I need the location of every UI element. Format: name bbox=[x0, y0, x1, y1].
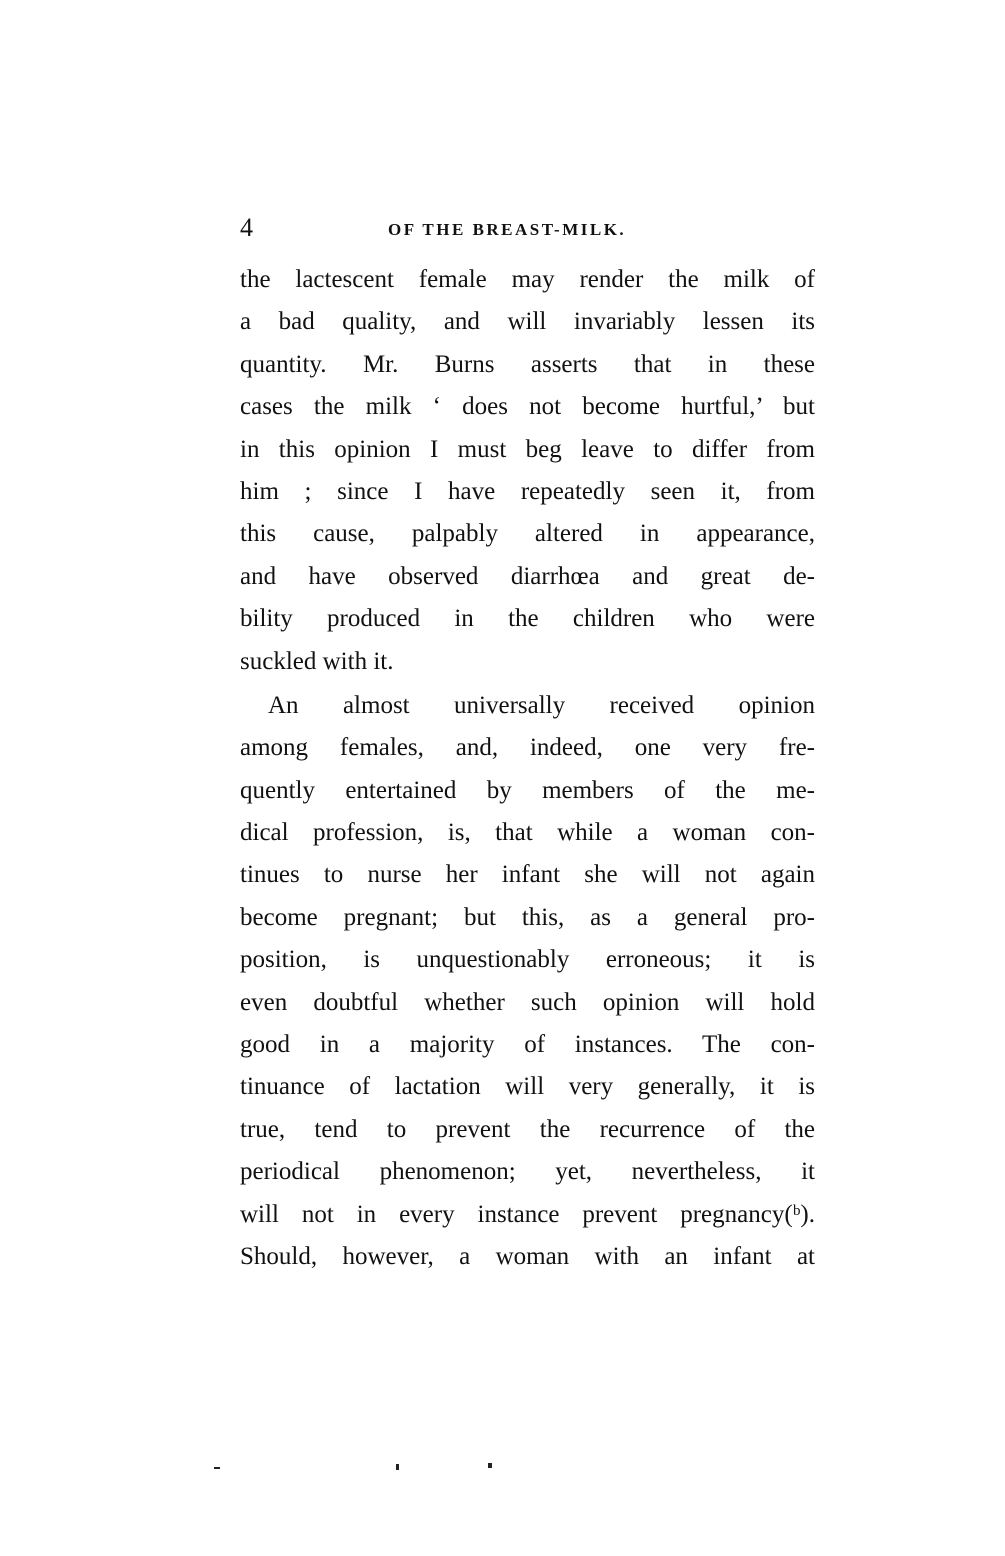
text-line: quently entertained by members of the me- bbox=[240, 776, 815, 804]
text-line: dical profession, is, that while a woman con- bbox=[240, 819, 815, 847]
text-line: An almost universally received opinion bbox=[268, 691, 815, 719]
text-line: Should, however, a woman with an infant at bbox=[240, 1242, 815, 1270]
text-line: tinues to nurse her infant she will not again bbox=[240, 861, 815, 889]
scan-speck bbox=[214, 1467, 220, 1469]
text-line: good in a majority of instances. The con- bbox=[240, 1031, 815, 1059]
scan-speck bbox=[488, 1463, 492, 1468]
body-text bbox=[240, 259, 815, 1278]
text-line: will not in every instance prevent pregnancy(ᵇ). bbox=[240, 1200, 815, 1228]
text-line: him ; since I have repeatedly seen it, from bbox=[240, 477, 815, 505]
scan-specks bbox=[0, 1455, 1005, 1475]
page-number: 4 bbox=[240, 213, 253, 242]
running-head: OF THE BREAST-MILK. bbox=[388, 220, 627, 239]
text-line: become pregnant; but this, as a general pro- bbox=[240, 903, 815, 931]
scan-speck bbox=[396, 1464, 399, 1470]
text-line: cases the milk ‘ does not become hurtful,’ but bbox=[240, 393, 815, 421]
text-line: a bad quality, and will invariably lessen its bbox=[240, 308, 815, 336]
text-line: position, is unquestionably erroneous; it is bbox=[240, 946, 815, 974]
text-line: this cause, palpably altered in appearance, bbox=[240, 520, 815, 548]
text-line: suckled with it. bbox=[240, 647, 394, 675]
text-line: the lactescent female may render the milk of bbox=[240, 266, 815, 293]
text-line: even doubtful whether such opinion will hold bbox=[240, 988, 815, 1016]
text-line: in this opinion I must beg leave to differ from bbox=[240, 435, 815, 463]
text-line: tinuance of lactation will very generally, it is bbox=[240, 1073, 815, 1101]
text-line: true, tend to prevent the recurrence of the bbox=[240, 1115, 815, 1143]
text-line: among females, and, indeed, one very fre- bbox=[240, 734, 815, 762]
text-line: periodical phenomenon; yet, nevertheless, it bbox=[240, 1158, 815, 1186]
text-line: and have observed diarrhœa and great de- bbox=[240, 562, 815, 590]
text-line: quantity. Mr. Burns asserts that in these bbox=[240, 350, 815, 378]
text-line: bility produced in the children who were bbox=[240, 605, 815, 633]
page-header bbox=[240, 212, 815, 244]
